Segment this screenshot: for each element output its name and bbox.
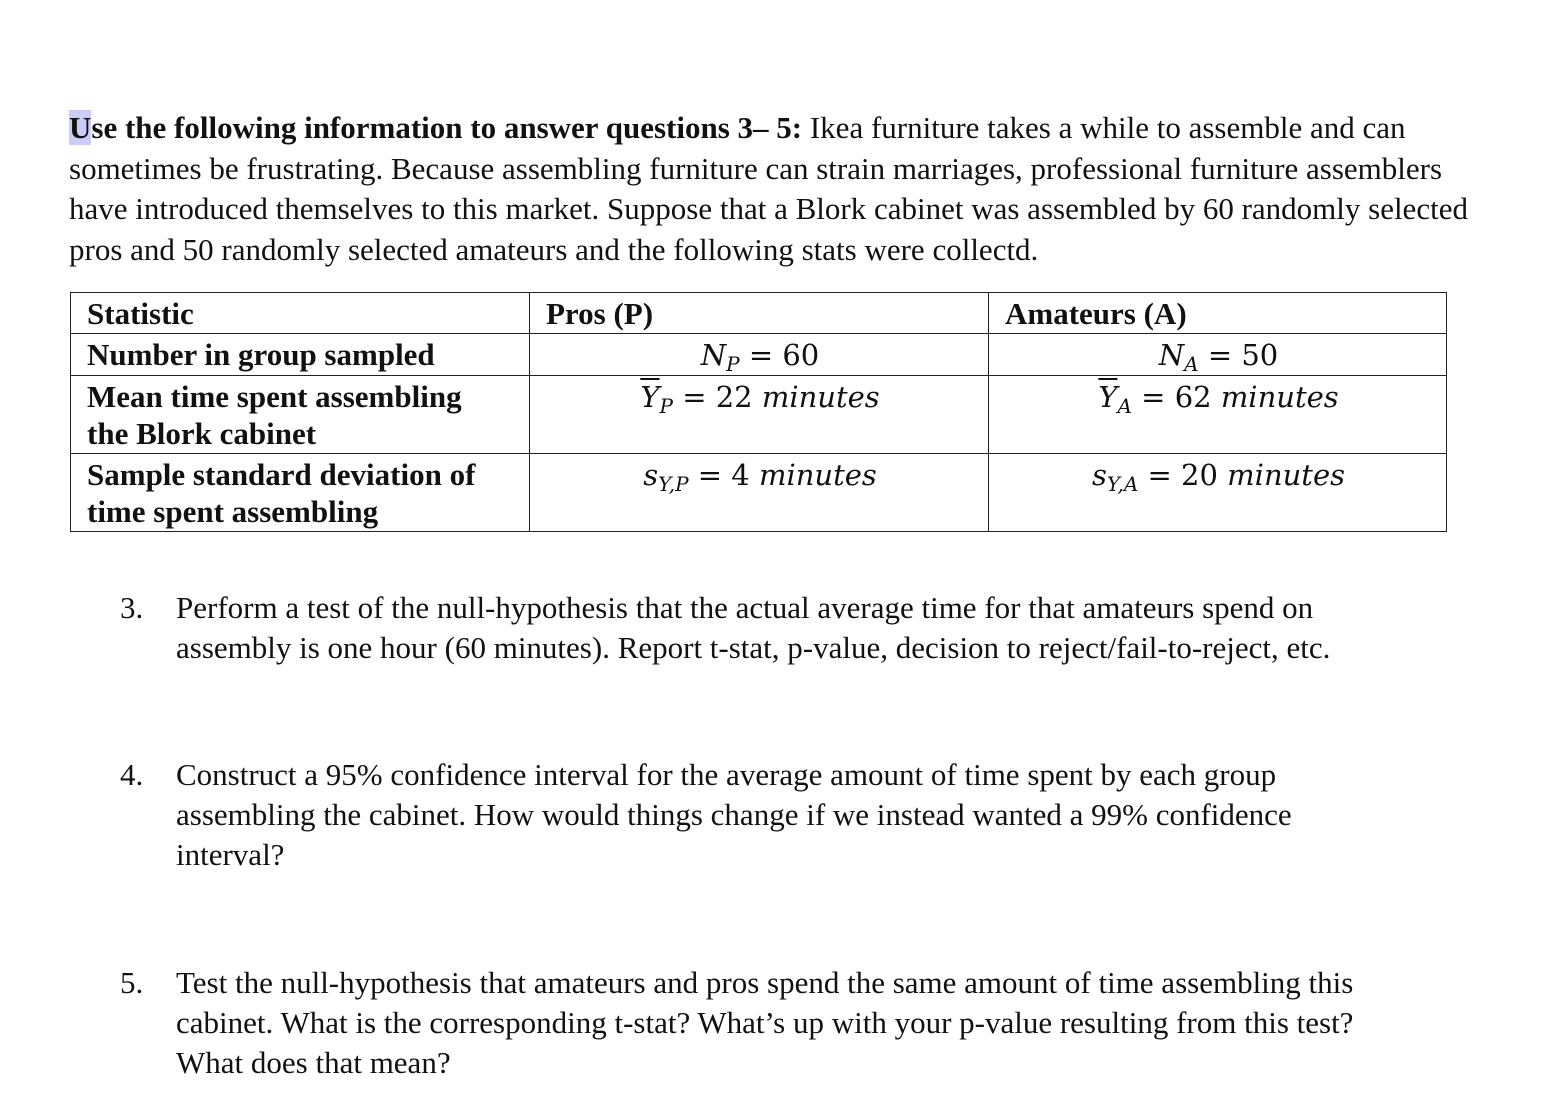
text-cursor-highlight[interactable]: U: [69, 110, 92, 145]
question-4: [120, 755, 1450, 875]
table-row-std-dev: [71, 454, 1447, 532]
question-number: 4.: [120, 757, 144, 792]
intro-lead-text: se the following information to answer questions 3– 5:: [91, 110, 803, 145]
question-number: 5.: [120, 965, 144, 1000]
table-row-sample-size: [71, 334, 1447, 376]
question-text: Test the null-hypothesis that amateurs and pros spend the same amount of time assembling this cabinet. What is the corresponding t-stat? What’s up with your p-value resulting from this test? What does that mean?: [176, 965, 1354, 1080]
intro-lead: [69, 110, 802, 145]
question-5: [120, 963, 1450, 1083]
amateurs-sample-size: $N_A = 50$: [989, 334, 1447, 376]
question-text: Construct a 95% confidence interval for the average amount of time spent by each group assembling the cabinet. How would things change if we instead wanted a 99% confidence interval?: [176, 757, 1292, 872]
row-label-std-dev: Sample standard deviation of time spent assembling: [71, 454, 530, 532]
intro-paragraph: [69, 108, 1469, 270]
question-text: Perform a test of the null-hypothesis that the actual average time for that amateurs spend on assembly is one hour (60 minutes). Report t-stat, p-value, decision to reject/fail-to-reject, etc.: [176, 590, 1331, 665]
pros-mean-time: $\overline{Y}_P = 22$ minutes: [530, 376, 989, 454]
question-number: 3.: [120, 590, 144, 625]
pros-sample-size: $N_P = 60$: [530, 334, 989, 376]
statistics-table: [70, 292, 1447, 532]
row-label-mean-time: Mean time spent assembling the Blork cabinet: [71, 376, 530, 454]
table-row-mean-time: [71, 376, 1447, 454]
amateurs-mean-time: $\overline{Y}_A = 62$ minutes: [989, 376, 1447, 454]
intro-body: Ikea furniture takes a while to assemble and can sometimes be frustrating. Because assembling furniture can strain marriages, professional furniture assemblers have introduced themselves to this market. Suppose that a Blork cabinet was assembled by 60 randomly selected pros and 50 randomly selected amateurs and the following stats were collectd.: [69, 110, 1468, 267]
question-3: [120, 588, 1450, 668]
pros-std-dev: $s_{Y,P} = 4$ minutes: [530, 454, 989, 532]
row-label-sample-size: Number in group sampled: [71, 334, 530, 376]
table-header-row: [71, 293, 1447, 334]
header-amateurs: Amateurs (A): [989, 293, 1447, 334]
header-statistic: Statistic: [71, 293, 530, 334]
amateurs-std-dev: $s_{Y,A} = 20$ minutes: [989, 454, 1447, 532]
header-pros: Pros (P): [530, 293, 989, 334]
